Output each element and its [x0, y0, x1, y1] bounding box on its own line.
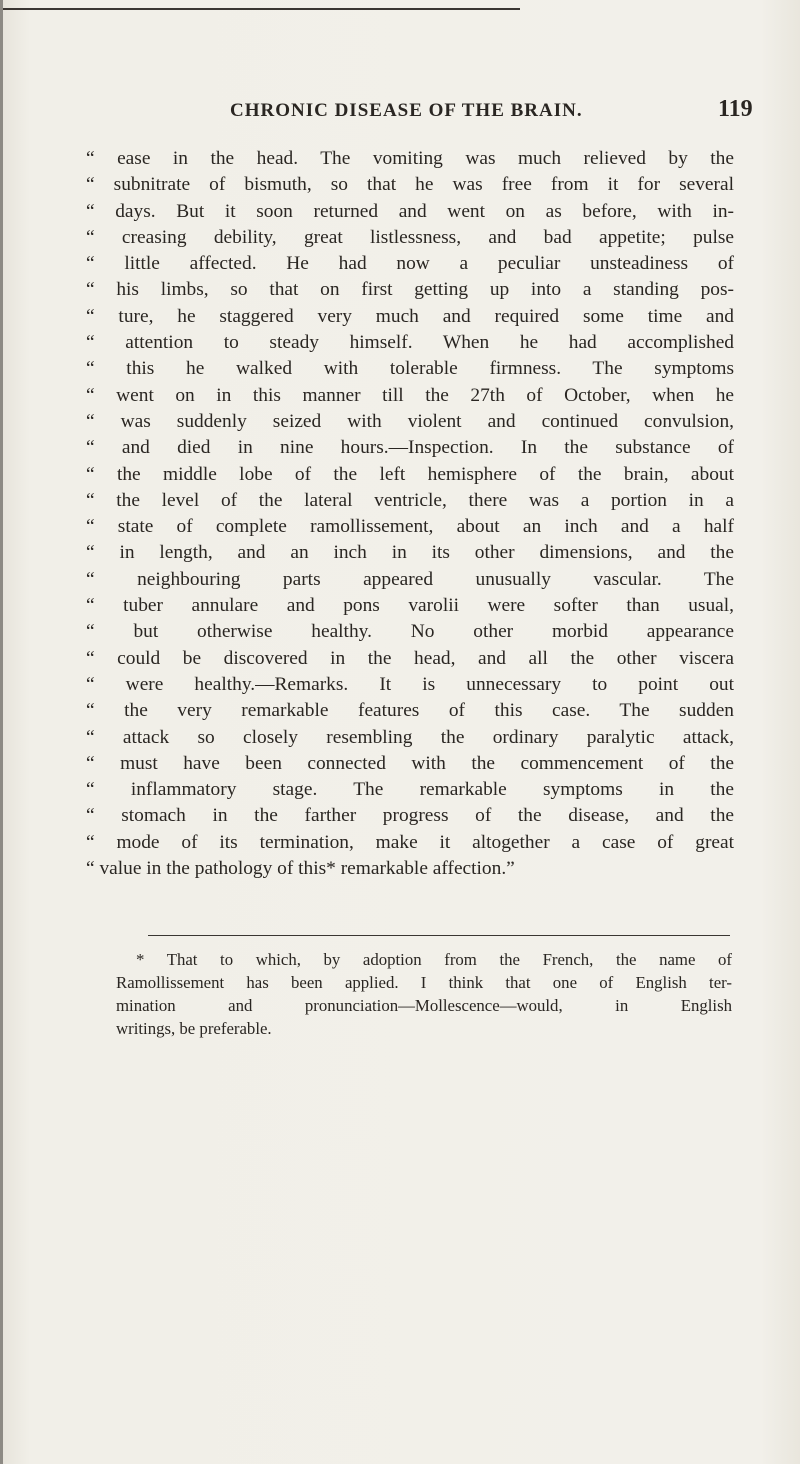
body-line: “ went on in this manner till the 27th of October, when he [86, 384, 734, 406]
body-line: “ state of complete ramollissement, about an inch and a half [86, 516, 734, 538]
body-line: “ neighbouring parts appeared unusually vascular. The [86, 568, 734, 590]
body-line: “ was suddenly seized with violent and continued convulsion, [86, 410, 734, 432]
body-line: “ attention to steady himself. When he had accomplished [86, 332, 734, 354]
body-line: “ value in the pathology of this* remarkable affection.” [86, 858, 515, 880]
body-line: “ must have been connected with the commencement of the [86, 752, 734, 774]
body-line: “ attack so closely resembling the ordinary paralytic attack, [86, 726, 734, 748]
top-edge-rule [0, 8, 520, 10]
body-line: “ but otherwise healthy. No other morbid appearance [86, 621, 734, 643]
body-text [86, 146, 734, 882]
footnote-line: writings, be preferable. [116, 1019, 272, 1038]
body-line: “ tuber annulare and pons varolii were softer than usual, [86, 595, 734, 617]
body-line: “ the middle lobe of the left hemisphere of the brain, about [86, 463, 734, 485]
running-head: CHRONIC DISEASE OF THE BRAIN. [230, 100, 583, 121]
body-line: “ mode of its termination, make it altogether a case of great [86, 831, 734, 853]
body-line: “ in length, and an inch in its other dimensions, and the [86, 542, 734, 564]
body-line: “ stomach in the farther progress of the disease, and the [86, 805, 734, 827]
body-line: “ inflammatory stage. The remarkable symptoms in the [86, 779, 734, 801]
body-line: “ ease in the head. The vomiting was much relieved by the [86, 148, 734, 169]
body-line: “ this he walked with tolerable firmness. The symptoms [86, 358, 734, 380]
binding-edge [0, 0, 3, 1464]
body-line: “ ture, he staggered very much and required some time and [86, 305, 734, 327]
body-line: “ and died in nine hours.—Inspection. In the substance of [86, 437, 734, 459]
footnote-line: * That to which, by adoption from the French, the name of [136, 950, 732, 969]
body-line: “ could be discovered in the head, and all the other viscera [86, 647, 734, 669]
body-line: “ the level of the lateral ventricle, there was a portion in a [86, 489, 734, 511]
footnote-rule [148, 935, 730, 936]
footnote [116, 948, 732, 1040]
body-line: “ were healthy.—Remarks. It is unnecessary to point out [86, 673, 734, 695]
body-line: “ the very remarkable features of this case. The sudden [86, 700, 734, 722]
footnote-line: Ramollissement has been applied. I think that one of English ter- [116, 973, 732, 992]
body-line: “ little affected. He had now a peculiar unsteadiness of [86, 253, 734, 275]
footnote-line: mination and pronunciation—Mollescence—would, in English [116, 996, 732, 1015]
body-line: “ days. But it soon returned and went on as before, with in- [86, 200, 734, 222]
page-number: 119 [718, 96, 753, 122]
body-line: “ his limbs, so that on first getting up into a standing pos- [86, 279, 734, 301]
body-line: “ creasing debility, great listlessness, and bad appetite; pulse [86, 226, 734, 248]
body-line: “ subnitrate of bismuth, so that he was free from it for several [86, 174, 734, 196]
